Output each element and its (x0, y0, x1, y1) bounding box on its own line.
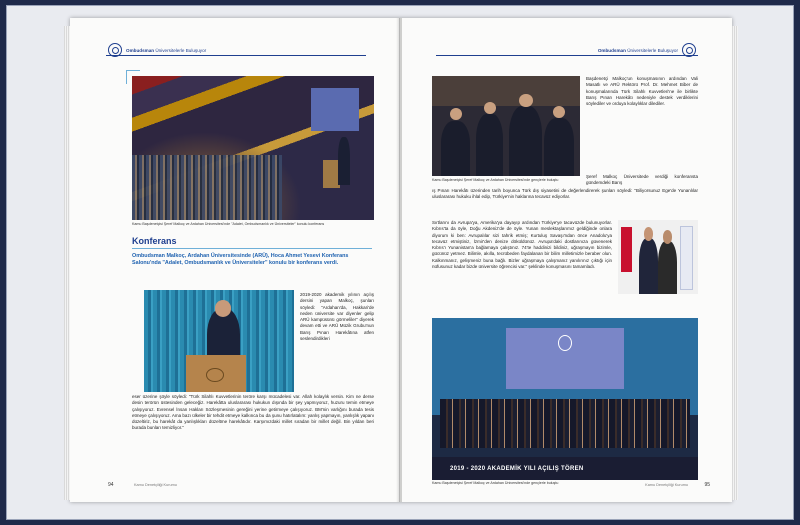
side-column-text: Başdenetçi Malkoç'un konuşmasının ardından Vali Masatlı ve ARÜ Rektörü Prof. Dr. Mehmet Biber de konuşmalarında Türk Silahlı Kuvvetleri'ne ile birlikte Barış Pınarı Harekâtı nedeniyle destek verdiklerini söylediler ve orduya kolaylıklar dilediler. (586, 76, 698, 107)
right-header-rule (436, 55, 698, 56)
section-heading: Konferans (132, 236, 177, 246)
officials-portrait-photo (618, 220, 698, 294)
award-ceremony-photo (432, 76, 580, 176)
body-text: ış Pınarı Harekâtı üzerinden tarih boyunca Türk dış siyasetini de değerlendirerek şunları söyledi: "Biliyorsunuz Ege'de Yunanlılar uluslararası hukuku ihlal edip, Türkiye'nin haklarına tecavüz ediyorlar. (432, 188, 698, 200)
group-photo (432, 318, 698, 480)
page-edges-right (732, 26, 738, 500)
side-column-text: 2019-2020 akademik yılının açılış dersini yapan Malkoç, şunları söyledi: "Ardahan'da, Hakkari'de neden üniversite var diyenler gelip ARÜ kampüsünü görmeliler" diyerek devam etti ve ARÜ Müzik Grubu'nun Barış Pınarı Harekâtına atfen seslendirdikleri (300, 292, 374, 342)
conference-hall-photo (132, 76, 374, 220)
page-footer: Kamu Denetçiliği Kurumu (645, 483, 688, 487)
side-column-text-2: Şeref Malkoç Üniversitede verdiği konferansta gündemdeki Barış (586, 174, 698, 186)
photo-caption: Kamu Başdenetçisi Şeref Malkoç ve Ardahan Üniversitesi'nde "Adalet, Ombudsmanlık ve Üniversiteler" konulu konferans (132, 222, 325, 226)
left-header-rule (106, 55, 366, 56)
left-header-text: Ombudsman Üniversitelerle Buluşuyor (126, 47, 207, 53)
page-number: 94 (108, 482, 114, 488)
photo-caption: Kamu Başdenetçisi Şeref Malkoç ve Ardahan Üniversitesi'nde gençlerle buluştu (432, 481, 559, 485)
right-header-text: Ombudsman Üniversitelerle Buluşuyor (597, 47, 678, 53)
left-page (70, 18, 400, 502)
heading-rule (132, 248, 372, 249)
photo-caption: Kamu Başdenetçisi Şeref Malkoç ve Ardahan Üniversitesi'nde gençlerle buluştu (432, 178, 559, 182)
page-footer: Kamu Denetçiliği Kurumu (134, 483, 177, 487)
ceremony-banner: 2019 - 2020 AKADEMİK YILI AÇILIŞ TÖREN (432, 457, 698, 480)
body-text-2a: Sırtlarını da Avrupa'ya, Amerika'ya dayayıp ardından Türkiye'ye tacavüzde bulunuyorlar. Kıbrıs'ta da öyle, Doğu Akdeniz'de de öyle. Yunan meslektaşlarımız geldiğinde onlara diyorum ki ben: Avrupalılar sizi tahrik etmiş; Kurtuluş Savaşı'ndan önce Anadolu'ya tecavüz etmiştiniz, İzmir'den denize döküldünüz. Avrupa'daki dostlarınıza güvenerek Kıbrıs'ı Yunanistan'a bağlamaya çalıştınız. 74'te haddinizi bildiniz, uğraşmayın bizimle, gücünüz yetmez. Bilimle, akılla, tecrübeden faydalanan bir bilim milletimizle beraber olun. Kalkınmanız, gelişmeniz buna bağlı. Bizler uğraşmaya çalışmanız yanılırınız çıktığı için nüfusunuz kadar bizde üniversite öğrencisi var." şeklinde konuşmasını tamamladı. (432, 220, 612, 270)
page-number: 95 (704, 482, 710, 488)
speaker-at-lectern-photo (144, 290, 294, 392)
right-page (402, 18, 732, 502)
lead-paragraph: Ombudsman Malkoç, Ardahan Üniversitesinde (ARÜ), Hoca Ahmet Yesevi Konferans Salonu'nda "Adalet, Ombudsmanlık ve Üniversiteler" konulu bir konferans verdi. (132, 253, 349, 266)
magazine-spread (70, 18, 732, 502)
body-text: eser üzerine şöyle söyledi: "Türk Silahlı Kuvvetlerinin teröre karşı mücadelesi var. Allah kolaylık versin. Kim ne derse desin terörün üstesinden geleceğiz. Harekâtta uluslararası hukukun dışında bir şey yapmıyoruz, huzuru temin etmeye çalışıyoruz. Evrensel İnsan Hakları Sözleşmesinin gereğini yerine getirmeye çalışıyoruz. BM'nin varlığını burada tesis etmeye çalışıyoruz. Ama bazı ülkeler bir tehdit etmeye kalkınca bu da şunu hatırlatalım: yanlış yapmayın, yanlışlık yapanı düzeltiriz, bu harekât da yanlışlıkları düzeltme harekâtıdır. Karşımızdaki millet sıradan bir millet değil. Bin yıldan beri burada bunları temizliyor." (132, 394, 374, 431)
